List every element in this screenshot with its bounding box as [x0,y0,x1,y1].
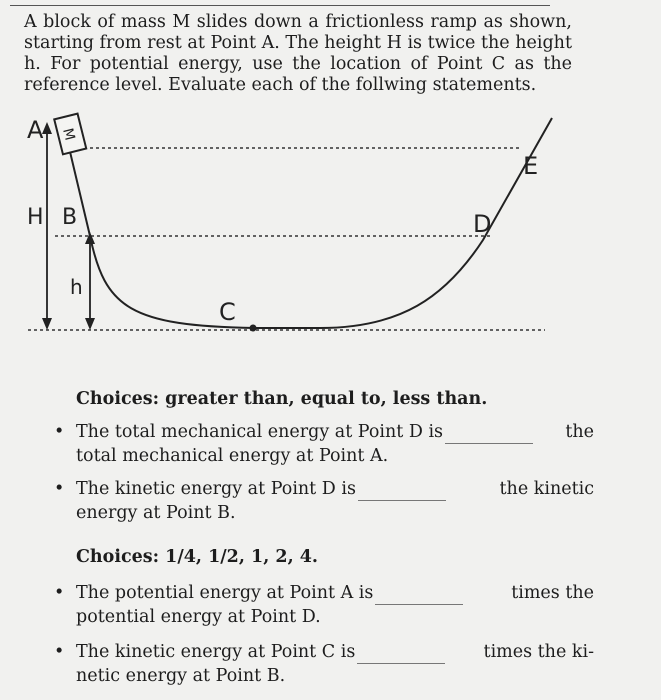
block-label-M: M [59,126,78,143]
statement-4-text: The kinetic energy at Point C is [76,642,356,662]
answer-blank-4[interactable] [357,646,445,664]
bullet: • [54,422,65,442]
answer-blank-2[interactable] [358,483,446,501]
answer-blank-1[interactable] [445,426,533,444]
label-H: H [27,205,44,230]
statement-4 [54,640,594,688]
top-rule [10,5,550,6]
h-arrow-head-top [85,232,95,244]
statement-1 [54,420,594,468]
statement-1-text: The total mechanical energy at Point D is [76,422,444,442]
label-D: D [473,210,492,238]
problem-intro: A block of mass M slides down a frictionless ramp as shown, starting from rest at Point A. The height H is twice the height h. For potential energy, use the location of Point C as the reference level. Evaluate each of the follwing statements. [24,12,572,95]
bullet: • [54,583,65,603]
answer-blank-3[interactable] [375,587,463,605]
label-C: C [219,298,236,326]
statement-3 [54,581,594,629]
statement-3-continued: potential energy at Point D. [76,607,321,627]
label-E: E [523,152,539,180]
H-arrow-head-top [42,122,52,134]
statement-4-continued: netic energy at Point B. [76,666,286,686]
bullet: • [54,479,65,499]
block-M [54,114,86,155]
label-A: A [27,116,44,144]
ramp-diagram [0,108,661,348]
statement-2 [54,477,594,525]
statement-2-continued: energy at Point B. [76,503,236,523]
choices-comparison: Choices: greater than, equal to, less than. [76,389,488,409]
statement-4-after: times the ki- [483,642,594,662]
label-B: B [62,205,78,230]
h-arrow-head-bottom [85,318,95,330]
statement-1-after: the [565,422,594,442]
statement-1-continued: total mechanical energy at Point A. [76,446,389,466]
point-C-dot [250,325,257,332]
statement-2-after: the kinetic [499,479,594,499]
label-h: h [70,275,83,299]
H-arrow-head-bottom [42,318,52,330]
choices-ratio: Choices: 1/4, 1/2, 1, 2, 4. [76,547,319,567]
bullet: • [54,642,65,662]
statement-2-text: The kinetic energy at Point D is [76,479,356,499]
statement-3-text: The potential energy at Point A is [76,583,374,603]
statement-3-after: times the [511,583,594,603]
